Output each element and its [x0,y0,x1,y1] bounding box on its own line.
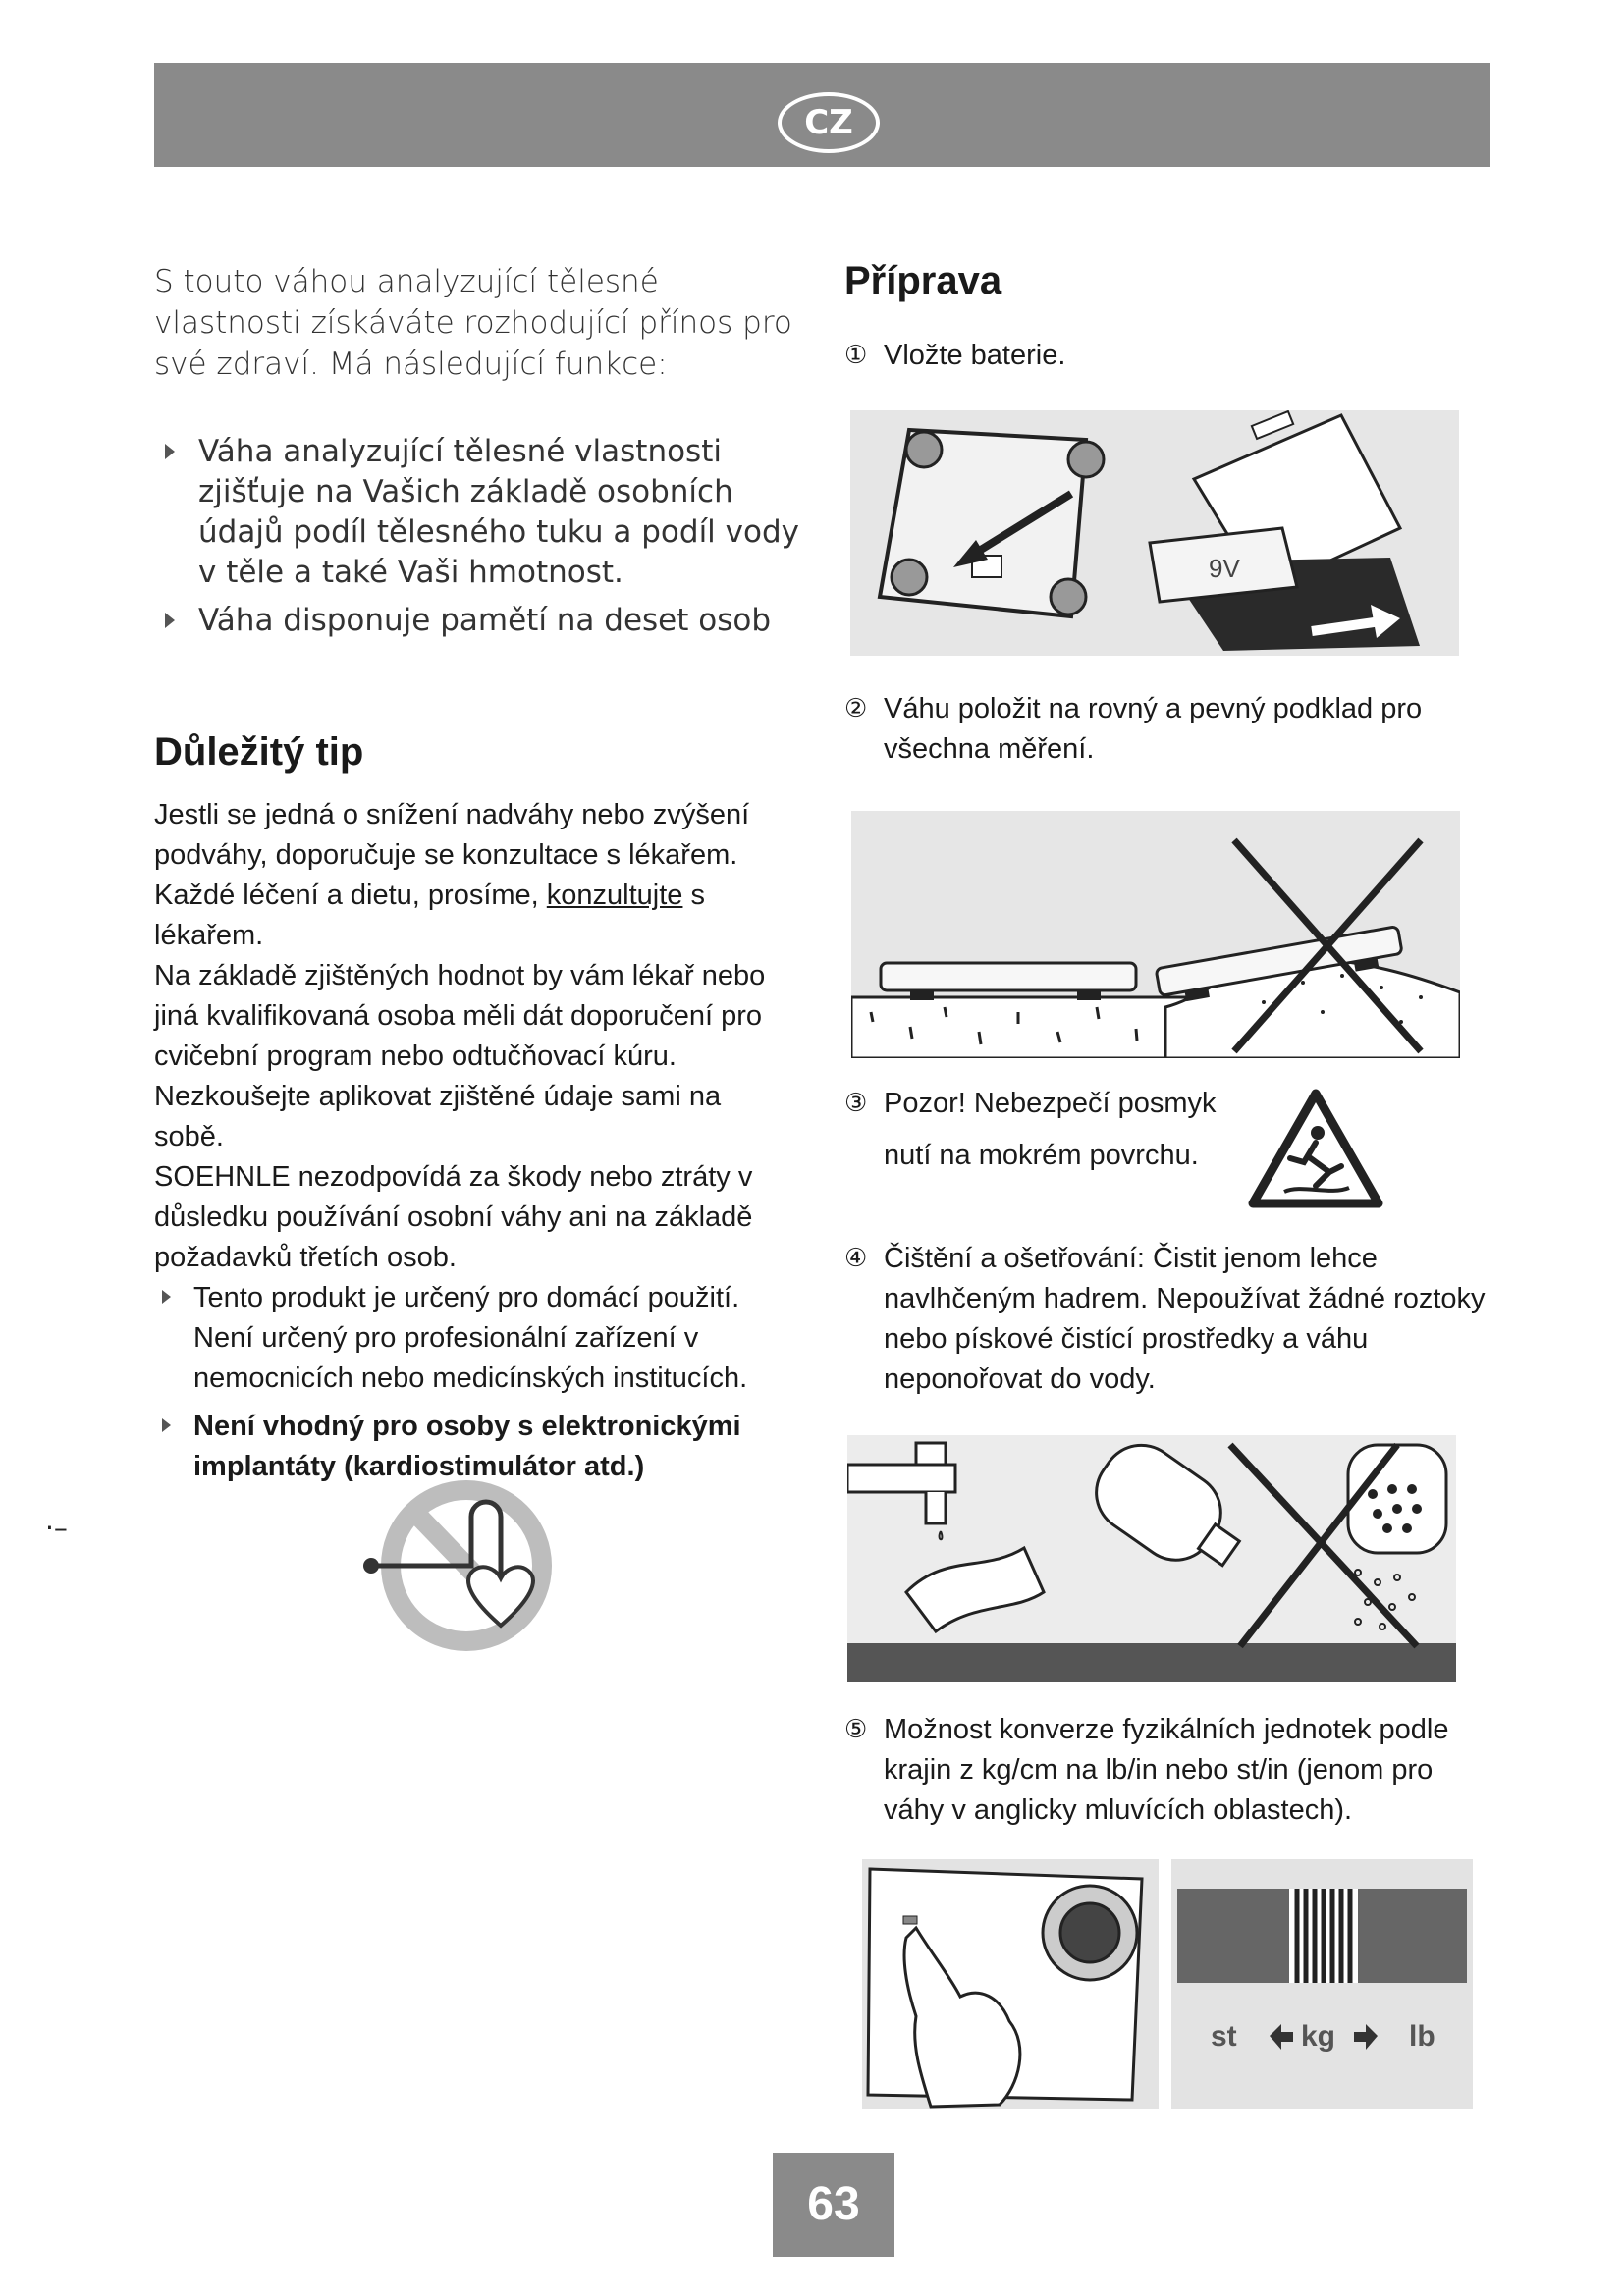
feature-item [157,432,805,593]
bullet-arrow-icon [165,444,175,459]
tip-bullet: Tento produkt je určený pro domácí použití. Není určený pro profesionální zařízení v nemocnicích nebo medicínských institucích. [154,1278,792,1399]
language-badge: CZ [778,92,880,153]
tip-bullet-warning: Není vhodný pro osoby s elektronickými implantáty (kardiostimulátor atd.) [154,1407,792,1487]
step-1: ① Vložte baterie. [844,340,1066,371]
tip-paragraph-3: SOEHNLE nezodpovídá za škody nebo ztráty v důsledku používání osobní váhy ani na základě požadavků třetích osob. [154,1161,753,1273]
step-5: ⑤ Možnost konverze fyzikálních jednotek podle krajin z kg/cm na lb/in nebo st/in (jenom pro váhy v anglicky mluvících oblastech). [844,1714,1449,1826]
flat-surface-figure [851,811,1460,1058]
margin-mark: ·– [45,1512,68,1544]
tip-paragraph-1: Jestli se jedná o snížení nadváhy nebo zvýšení podváhy, doporučuje se konzultace s lékařem. Každé léčení a dietu, prosíme, konzultujte s lékařem. [154,799,750,951]
battery-label: 9V [1209,554,1240,583]
feature-text: Váha analyzující tělesné vlastnosti zjišťuje na Vašich základě osobních údajů podíl tělesného tuku a podíl vody v těle a také Vaši hmotnost. [198,434,799,590]
bullet-arrow-icon [162,1418,171,1432]
feature-item [157,601,805,641]
no-pacemaker-icon [353,1472,569,1659]
step-4: ④ Čištění a ošetřování: Čistit jenom lehce navlhčeným hadrem. Nepoužívat žádné roztoky nebo pískové čistící prostředky a váhu neponořovat do vody. [844,1243,1486,1395]
arrow-right-icon [1354,2024,1378,2050]
intro-text: S touto váhou analyzující tělesné vlastnosti získáváte rozhodující přínos pro své zdraví. Má následující funkce: [154,264,792,382]
unit-button-figure [862,1859,1159,2109]
cleaning-figure [847,1435,1456,1682]
page-number: 63 [773,2153,894,2257]
underlined-word: konzultujte [546,880,683,911]
bullet-arrow-icon [165,613,175,628]
unit-display-figure [1171,1859,1473,2109]
arrow-left-icon [1270,2024,1293,2050]
tip-paragraph-2: Na základě zjištěných hodnot by vám lékař nebo jiná kvalifikovaná osoba měli dát doporučení pro cvičební program nebo odtučňovací kúru. Nezkoušejte aplikovat zjištěné údaje sami na sobě. [154,960,766,1152]
feature-text: Váha disponuje pamětí na deset osob [198,603,772,638]
slippery-warning-icon [1247,1088,1384,1209]
unit-kg: kg [1301,2020,1336,2053]
battery-figure [850,410,1459,656]
step-2: ② Váhu položit na rovný a pevný podklad pro všechna měření. [844,693,1423,765]
prep-heading: Příprava [844,259,1002,302]
unit-lb: lb [1409,2020,1435,2053]
tip-heading: Důležitý tip [154,730,364,774]
tip-body [154,795,792,1487]
feature-list [157,432,805,649]
step-3: ③ Pozor! Nebezpečí posmyk nutí na mokrém povrchu. [844,1088,1217,1171]
unit-st: st [1211,2020,1237,2053]
bullet-arrow-icon [162,1290,171,1304]
